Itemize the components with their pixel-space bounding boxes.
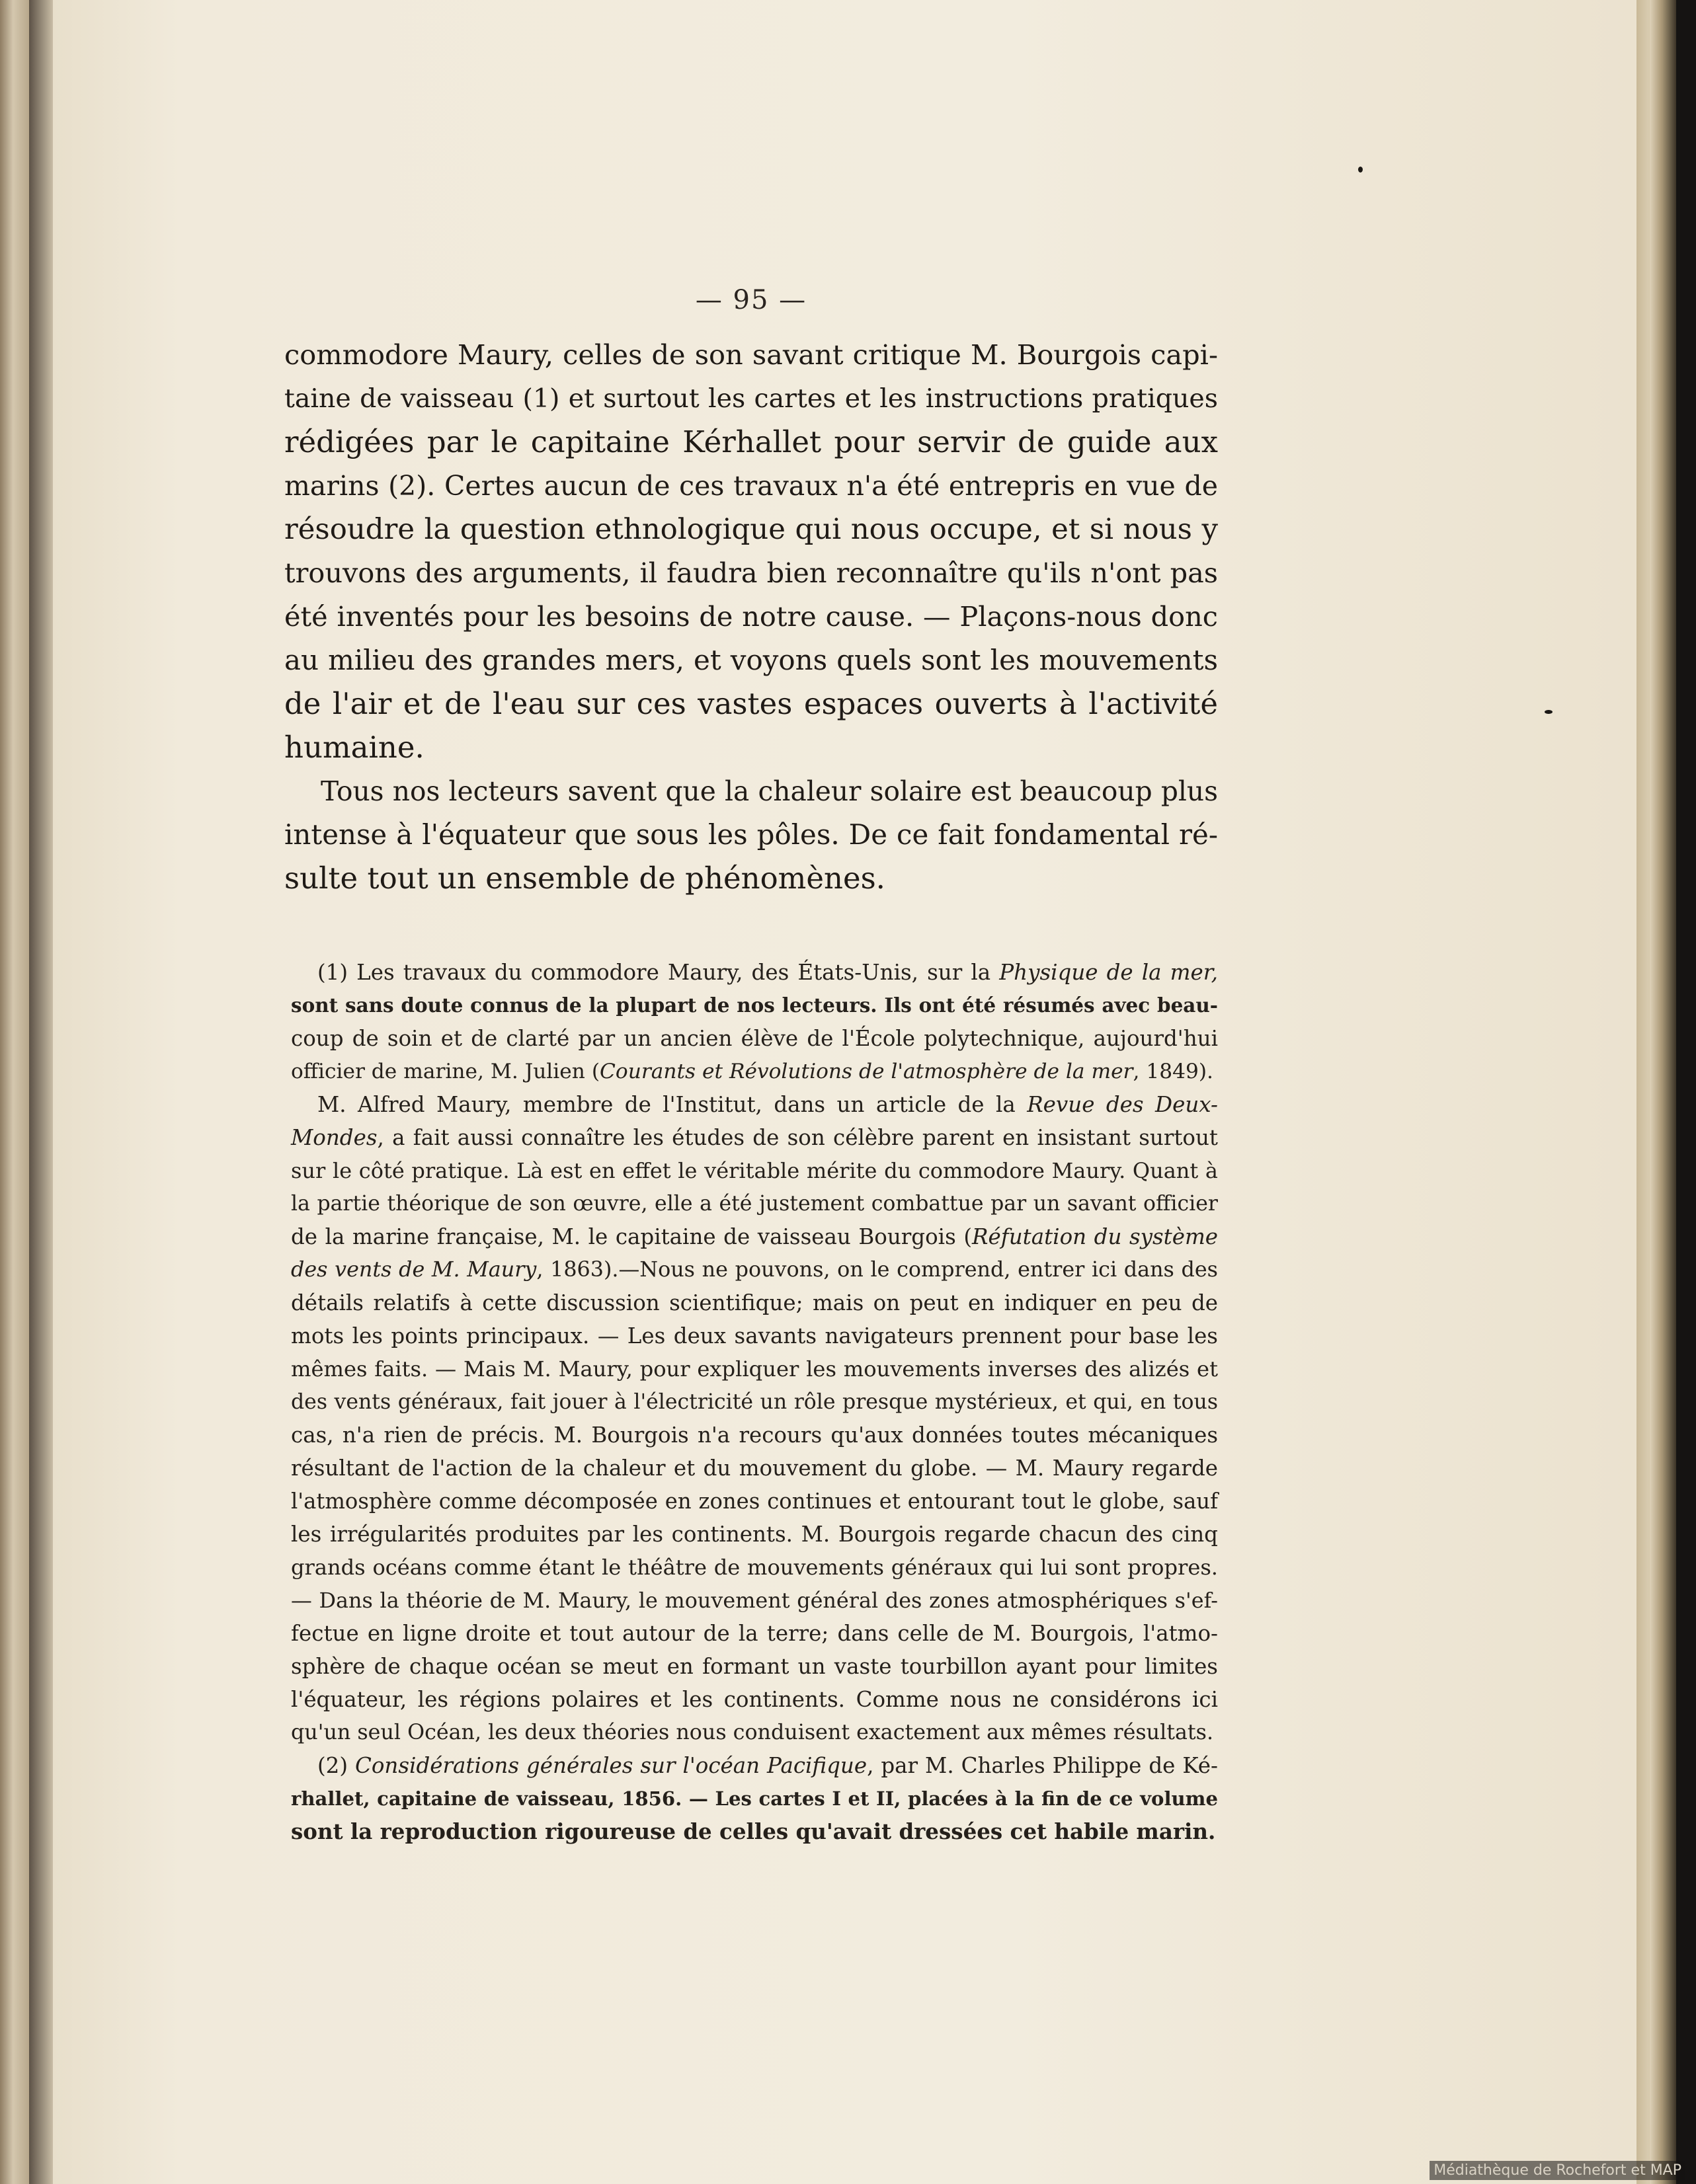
main-line: été inventés pour les besoins de notre cause. — Plaçons-nous donc	[284, 601, 1218, 633]
main-paragraphs	[284, 333, 1218, 900]
footnote-1-line: résultant de l'action de la chaleur et du mouvement du globe. — M. Maury regarde	[291, 1456, 1218, 1481]
footnote-1-line: mots les points principaux. — Les deux savants navigateurs prennent pour base les	[291, 1323, 1218, 1348]
page-stack-strip	[1650, 0, 1662, 2184]
footnote-2-line: rhallet, capitaine de vaisseau, 1856. — Les cartes I et II, placées à la fin de ce volume	[291, 1787, 1218, 1810]
footnote-1-line: l'équateur, les régions polaires et les continents. Comme nous ne considérons ici	[291, 1687, 1218, 1712]
footnote-1-line: détails relatifs à cette discussion scientifique; mais on peut en indiquer en peu de	[291, 1290, 1218, 1315]
footnote-1-line: sur le côté pratique. Là est en effet le véritable mérite du commodore Maury. Quant à	[291, 1158, 1218, 1183]
footnote-1-line: grands océans comme étant le théâtre de mouvements généraux qui lui sont propres.	[291, 1555, 1218, 1580]
main-line: intense à l'équateur que sous les pôles. De ce fait fondamental ré-	[284, 818, 1218, 851]
main-line: humaine.	[284, 730, 424, 765]
paper-speck	[1545, 710, 1553, 714]
footnote-1-line: la partie théorique de son œuvre, elle a été justement combattue par un savant officier	[291, 1192, 1218, 1216]
main-line: marins (2). Certes aucun de ces travaux n'a été entrepris en vue de	[284, 470, 1218, 502]
footnotes	[291, 956, 1218, 1848]
footnote-1-line: de la marine française, M. le capitaine de vaisseau Bourgois (Réfutation du système	[291, 1224, 1219, 1249]
footnote-1-line: les irrégularités produites par les continents. M. Bourgois regarde chacun des cinq	[291, 1522, 1218, 1547]
main-line: sulte tout un ensemble de phénomènes.	[284, 861, 885, 896]
main-line: commodore Maury, celles de son savant critique M. Bourgois capi-	[284, 338, 1218, 371]
main-line: au milieu des grandes mers, et voyons quels sont les mouvements	[284, 644, 1218, 676]
main-line: Tous nos lecteurs savent que la chaleur solaire est beaucoup plus	[321, 775, 1218, 807]
main-line: taine de vaisseau (1) et surtout les cartes et les instructions pratiques	[284, 383, 1218, 414]
footnote-1-line: — Dans la théorie de M. Maury, le mouvement général des zones atmosphériques s'ef-	[291, 1588, 1218, 1613]
paper-speck	[1358, 167, 1363, 173]
binding-edge-left	[0, 0, 29, 2184]
gutter-shadow	[29, 0, 53, 2184]
footnote-1-line: sont sans doute connus de la plupart de nos lecteurs. Ils ont été résumés avec beau-	[291, 994, 1218, 1017]
footnote-1-line: coup de soin et de clarté par un ancien élève de l'École polytechnique, aujourd'hui	[291, 1026, 1218, 1051]
footnote-1-line: fectue en ligne droite et tout autour de la terre; dans celle de M. Bourgois, l'atmo-	[291, 1621, 1218, 1646]
footnote-1-line: cas, n'a rien de précis. M. Bourgois n'a recours qu'aux données toutes mécaniques	[291, 1423, 1218, 1448]
main-line: trouvons des arguments, il faudra bien reconnaître qu'ils n'ont pas	[284, 557, 1218, 589]
footnote-1-line: M. Alfred Maury, membre de l'Institut, dans un article de la Revue des Deux-	[317, 1092, 1218, 1117]
footnote-1-line: mêmes faits. — Mais M. Maury, pour expliquer les mouvements inverses des alizés et	[291, 1356, 1218, 1382]
main-line: résoudre la question ethnologique qui nous occupe, et si nous y	[284, 513, 1218, 546]
footnote-1-line: sphère de chaque océan se meut en formant un vaste tourbillon ayant pour limites	[291, 1654, 1218, 1679]
main-line: rédigées par le capitaine Kérhallet pour servir de guide aux	[284, 424, 1218, 459]
footnote-1-line: qu'un seul Océan, les deux théories nous conduisent exactement aux mêmes résultats.	[291, 1721, 1214, 1744]
footnote-1-line: l'atmosphère comme décomposée en zones continues et entourant tout le globe, sauf	[291, 1489, 1218, 1514]
main-line: de l'air et de l'eau sur ces vastes espaces ouverts à l'activité	[284, 686, 1218, 721]
footnote-1-line: des vents généraux, fait jouer à l'électricité un rôle presque mystérieux, et qui, en tous	[291, 1390, 1218, 1414]
footnote-1-line: (1) Les travaux du commodore Maury, des États-Unis, sur la Physique de la mer,	[317, 960, 1218, 985]
page-number: — 95 —	[695, 285, 807, 315]
footnote-1-line: officier de marine, M. Julien (Courants et Révolutions de l'atmosphère de la mer, 1849).	[291, 1060, 1213, 1083]
footnote-1-line: des vents de M. Maury, 1863).—Nous ne pouvons, on le comprend, entrer ici dans des	[291, 1257, 1218, 1282]
footnote-2-line: sont la reproduction rigoureuse de celles qu'avait dressées cet habile marin.	[291, 1818, 1216, 1844]
footnote-2-line: (2) Considérations générales sur l'océan Pacifique, par M. Charles Philippe de Ké-	[317, 1753, 1218, 1778]
watermark-credit: Médiathèque de Rochefort et MAP	[1430, 2161, 1685, 2180]
footnote-1-line: Mondes, a fait aussi connaître les études de son célèbre parent en insistant surtout	[291, 1125, 1218, 1150]
